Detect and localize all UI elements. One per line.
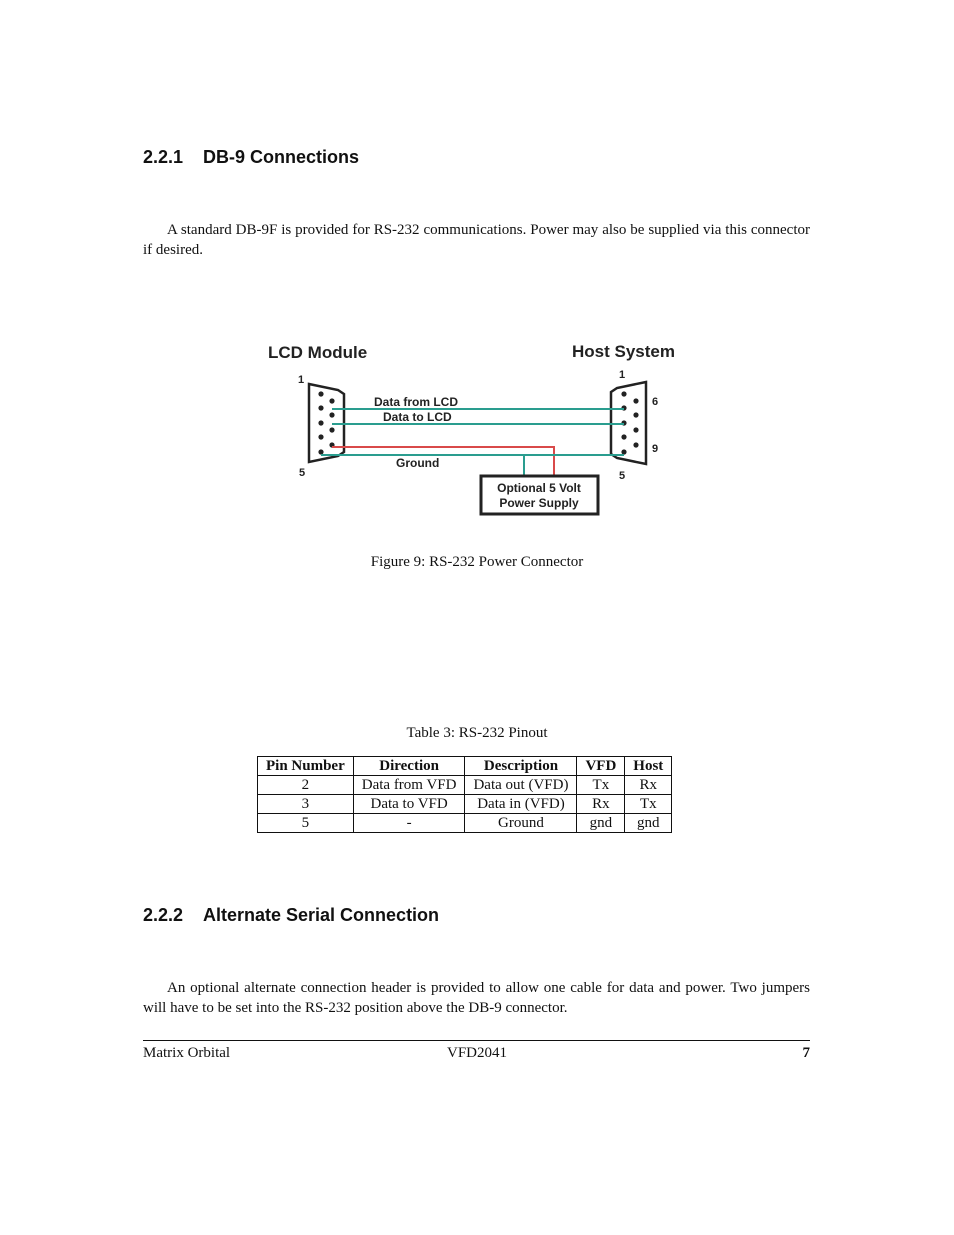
header-direction: Direction: [353, 757, 465, 776]
rs232-pinout-table: [257, 756, 672, 833]
footer-left: Matrix Orbital: [143, 1045, 231, 1061]
table-cell: gnd: [625, 814, 672, 833]
table-cell: 5: [258, 814, 354, 833]
figure-caption: Figure 9: RS-232 Power Connector: [370, 554, 584, 570]
data-from-lcd-label: Data from LCD: [374, 395, 459, 409]
table-cell: Data from VFD: [353, 776, 465, 795]
db9-paragraph: A standard DB-9F is provided for RS-232 communications. Power may also be supplied via this connector if desired.: [143, 222, 810, 258]
right-pin-5-label: 5: [619, 470, 626, 482]
table-cell: -: [353, 814, 465, 833]
footer-center: VFD2041: [447, 1045, 508, 1061]
alternate-serial-paragraph: An optional alternate connection header is provided to allow one cable for data and power. Two jumpers will have to be set into the RS-232 position above the DB-9 connector.: [143, 980, 810, 1016]
right-pin-6-label: 6: [652, 396, 659, 408]
section-heading-db9: [143, 147, 359, 168]
table-caption: Table 3: RS-232 Pinout: [406, 725, 548, 741]
table-cell: gnd: [577, 814, 625, 833]
table-cell: Data out (VFD): [465, 776, 577, 795]
lcd-module-label: LCD Module: [268, 343, 368, 362]
left-pin-5-label: 5: [299, 467, 306, 479]
table-cell: Tx: [577, 776, 625, 795]
section-number: 2.2.2: [143, 905, 184, 925]
header-host: Host: [625, 757, 672, 776]
header-pin-number: Pin Number: [258, 757, 354, 776]
table-cell: Data in (VFD): [465, 795, 577, 814]
table-row: [258, 814, 672, 833]
right-pin-1-label: 1: [619, 369, 626, 381]
table-cell: Data to VFD: [353, 795, 465, 814]
ground-label: Ground: [396, 456, 440, 470]
table-cell: Rx: [625, 776, 672, 795]
table-cell: 3: [258, 795, 354, 814]
header-description: Description: [465, 757, 577, 776]
section-number: 2.2.1: [143, 147, 184, 167]
section-title: Alternate Serial Connection: [203, 905, 440, 925]
host-system-label: Host System: [572, 342, 675, 361]
table-cell: 2: [258, 776, 354, 795]
power-box-line1: Optional 5 Volt: [497, 481, 581, 495]
section-title: DB-9 Connections: [203, 147, 360, 167]
section-heading-alternate-serial: [143, 905, 439, 926]
power-box-line2: Power Supply: [499, 496, 579, 510]
left-pin-1-label: 1: [298, 374, 305, 386]
table-row: [258, 795, 672, 814]
rs232-connector-diagram: [262, 332, 702, 524]
table-header-row: [258, 757, 672, 776]
header-vfd: VFD: [577, 757, 625, 776]
table-cell: Ground: [465, 814, 577, 833]
right-pin-9-label: 9: [652, 443, 659, 455]
table-cell: Rx: [577, 795, 625, 814]
wire-power: [332, 447, 554, 476]
table-row: [258, 776, 672, 795]
footer-rule: [143, 1040, 810, 1041]
data-to-lcd-label: Data to LCD: [383, 410, 452, 424]
page-number: 7: [802, 1045, 810, 1061]
table-cell: Tx: [625, 795, 672, 814]
